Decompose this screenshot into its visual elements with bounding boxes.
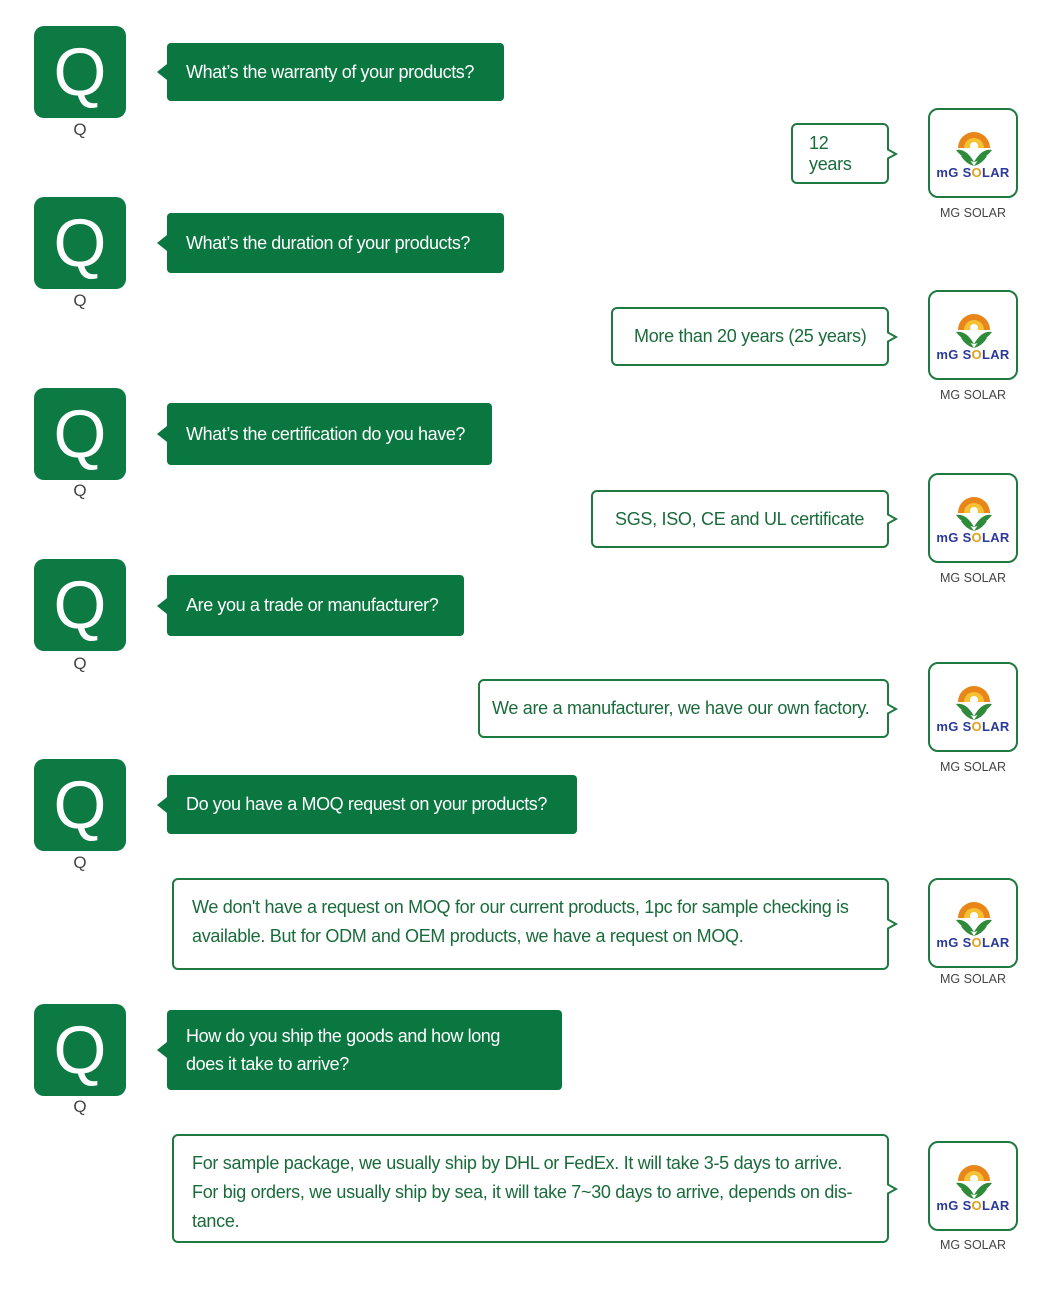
answer-text: For sample package, we usually ship by DHL or FedEx. It will take 3-5 days to arrive. For big orders, we usually ship by sea, it will take 7~30 days to arrive, depends on dis-tance.	[192, 1153, 853, 1231]
answer-bubble	[478, 679, 889, 738]
answer-bubble	[591, 490, 889, 548]
mg-solar-avatar	[928, 662, 1018, 752]
mg-solar-logo-icon	[952, 684, 996, 722]
q-glyph: Q	[53, 396, 107, 472]
mg-solar-label: MG SOLAR	[940, 571, 1006, 585]
question-avatar	[34, 26, 126, 118]
question-avatar	[34, 1004, 126, 1096]
answer-text: 12 years	[809, 132, 852, 174]
bubble-tail-icon	[887, 326, 899, 348]
answer-bubble	[172, 1134, 889, 1243]
question-avatar	[34, 197, 126, 289]
mg-solar-label: MG SOLAR	[940, 972, 1006, 986]
bubble-tail-icon	[887, 698, 899, 720]
answer-bubble	[172, 878, 889, 970]
question-bubble: Do you have a MOQ request on your products?	[167, 775, 577, 834]
mg-solar-avatar	[928, 1141, 1018, 1231]
answer-bubble	[791, 123, 889, 184]
bubble-tail-icon	[887, 508, 899, 530]
mg-solar-logo-text: mG SOLAR	[936, 530, 1010, 545]
question-bubble: How do you ship the goods and how long does it take to arrive?	[167, 1010, 562, 1090]
mg-solar-label: MG SOLAR	[940, 388, 1006, 402]
question-bubble: What’s the duration of your products?	[167, 213, 504, 273]
mg-solar-label: MG SOLAR	[940, 206, 1006, 220]
q-glyph: Q	[53, 1012, 107, 1088]
question-avatar-label: Q	[73, 853, 87, 872]
mg-solar-logo-text: mG SOLAR	[936, 347, 1010, 362]
mg-solar-avatar	[928, 878, 1018, 968]
mg-solar-logo-icon	[952, 495, 996, 533]
mg-solar-avatar	[928, 473, 1018, 563]
bubble-tail-icon	[887, 913, 899, 935]
mg-solar-label: MG SOLAR	[940, 1238, 1006, 1252]
mg-solar-logo-icon	[952, 1163, 996, 1201]
answer-text: More than 20 years (25 years)	[634, 326, 867, 346]
answer-text: We are a manufacturer, we have our own factory.	[492, 698, 870, 718]
question-bubble: Are you a trade or manufacturer?	[167, 575, 464, 636]
q-glyph: Q	[53, 205, 107, 281]
question-avatar-label: Q	[73, 291, 87, 310]
bubble-tail-icon	[887, 143, 899, 165]
answer-bubble	[611, 307, 889, 366]
mg-solar-logo-icon	[952, 900, 996, 938]
mg-solar-label: MG SOLAR	[940, 760, 1006, 774]
q-glyph: Q	[53, 767, 107, 843]
question-bubble: What’s the warranty of your products?	[167, 43, 504, 101]
question-avatar-label: Q	[73, 1097, 87, 1116]
mg-solar-logo-text: mG SOLAR	[936, 719, 1010, 734]
mg-solar-logo-icon	[952, 130, 996, 168]
question-avatar	[34, 559, 126, 651]
question-avatar-label: Q	[73, 120, 87, 139]
question-avatar-label: Q	[73, 481, 87, 500]
question-avatar-label: Q	[73, 654, 87, 673]
question-bubble: What’s the certification do you have?	[167, 403, 492, 465]
bubble-tail-icon	[887, 1178, 899, 1200]
mg-solar-avatar	[928, 290, 1018, 380]
question-avatar	[34, 388, 126, 480]
answer-text: We don't have a request on MOQ for our current products, 1pc for sample checking is available. But for ODM and OEM products, we have a request on MOQ.	[192, 897, 849, 946]
mg-solar-logo-text: mG SOLAR	[936, 935, 1010, 950]
question-avatar	[34, 759, 126, 851]
q-glyph: Q	[53, 34, 107, 110]
mg-solar-avatar	[928, 108, 1018, 198]
q-glyph: Q	[53, 567, 107, 643]
mg-solar-logo-text: mG SOLAR	[936, 165, 1010, 180]
mg-solar-logo-icon	[952, 312, 996, 350]
mg-solar-logo-text: mG SOLAR	[936, 1198, 1010, 1213]
answer-text: SGS, ISO, CE and UL certificate	[615, 508, 865, 529]
